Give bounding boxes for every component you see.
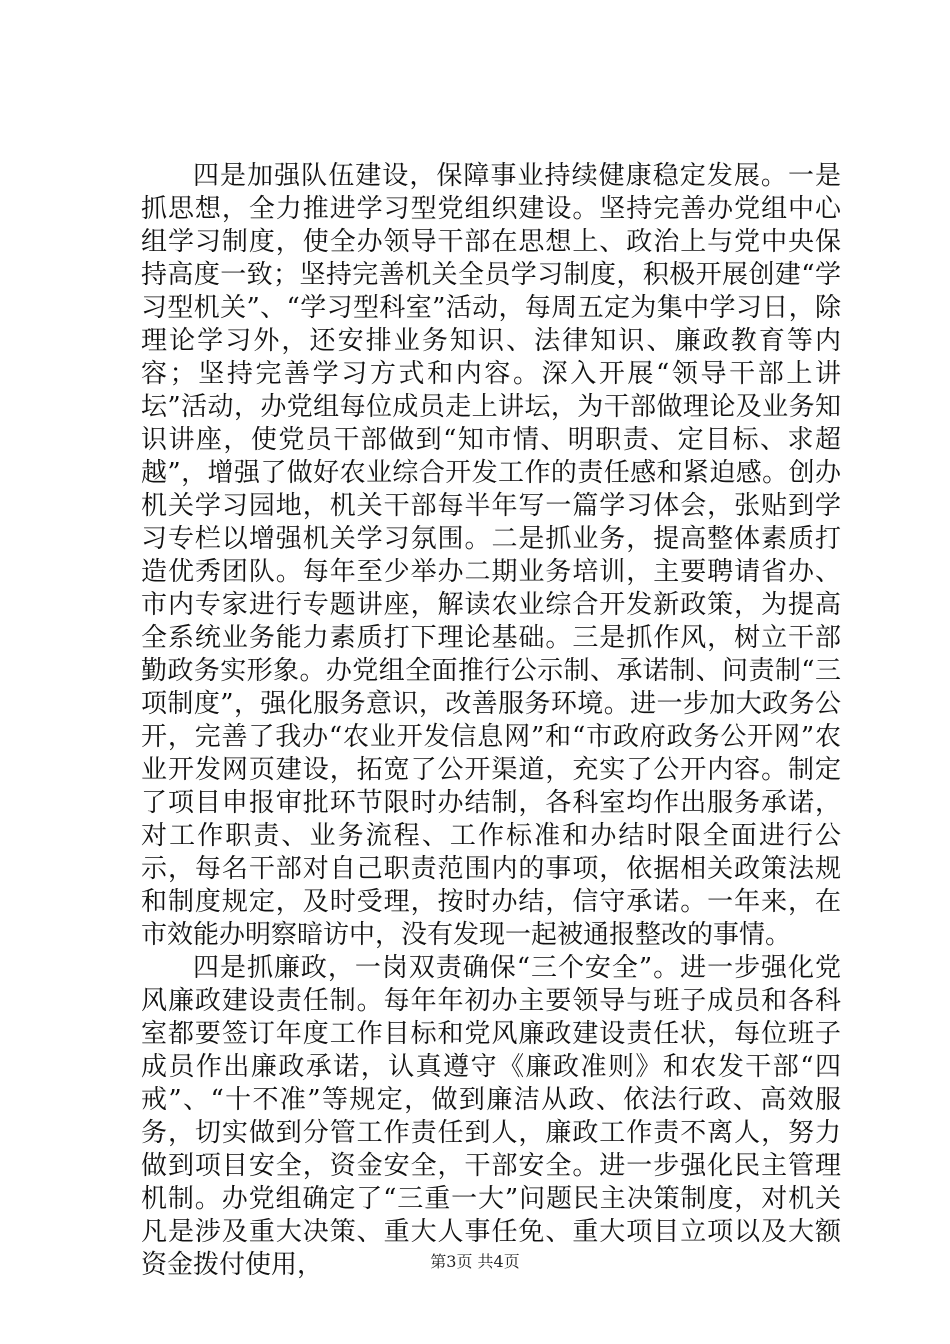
paragraph-team-building: 四是加强队伍建设，保障事业持续健康稳定发展。一是抓思想，全力推进学习型党组织建设。坚持完善办党组中心组学习制度，使全办领导干部在思想上、政治上与党中央保持高度一致；坚持完善机关全员学习制度，积极开展创建“学习型机关”、“学习型科室”活动，每周五定为集中学习日，除理论学习外，还安排业务知识、法律知识、廉政教育等内容；坚持完善学习方式和内容。深入开展“领导干部上讲坛”活动，办党组每位成员走上讲坛，为干部做理论及业务知识讲座，使党员干部做到“知市情、明职责、定目标、求超越”，增强了做好农业综合开发工作的责任感和紧迫感。创办机关学习园地，机关干部每半年写一篇学习体会，张贴到学习专栏以增强机关学习氛围。二是抓业务，提高整体素质打造优秀团队。每年至少举办二期业务培训，主要聘请省办、市内专家进行专题讲座，解读农业综合开发新政策，为提高全系统业务能力素质打下理论基础。三是抓作风，树立干部勤政务实形象。办党组全面推行公示制、承诺制、问责制“三项制度”，强化服务意识，改善服务环境。进一步加大政务公开，完善了我办“农业开发信息网”和“市政府政务公开网”农业开发网页建设，拓宽了公开渠道，充实了公开内容。制定了项目申报审批环节限时办结制，各科室均作出服务承诺，对工作职责、业务流程、工作标准和办结时限全面进行公示，每名干部对自己职责范围内的事项，依据相关政策法规和制度规定，及时受理，按时办结，信守承诺。一年来，在市效能办明察暗访中，没有发现一起被通报整改的事情。: [141, 161, 841, 950]
page-number-footer: 第3页 共4页: [430, 1252, 520, 1271]
document-body: [141, 160, 841, 1282]
paragraph-clean-governance: 四是抓廉政，一岗双责确保“三个安全”。进一步强化党风廉政建设责任制。每年年初办主要领导与班子成员和各科室都要签订年度工作目标和党风廉政建设责任状，每位班子成员作出廉政承诺，认真遵守《廉政准则》和农发干部“四戒”、“十不准”等规定，做到廉洁从政、依法行政、高效服务，切实做到分管工作责任到人，廉政工作责不离人，努力做到项目安全，资金安全，干部安全。进一步强化民主管理机制。办党组确定了“三重一大”问题民主决策制度，对机关凡是涉及重大决策、重大人事任免、重大项目立项以及大额资金拨付使用，: [141, 953, 841, 1280]
